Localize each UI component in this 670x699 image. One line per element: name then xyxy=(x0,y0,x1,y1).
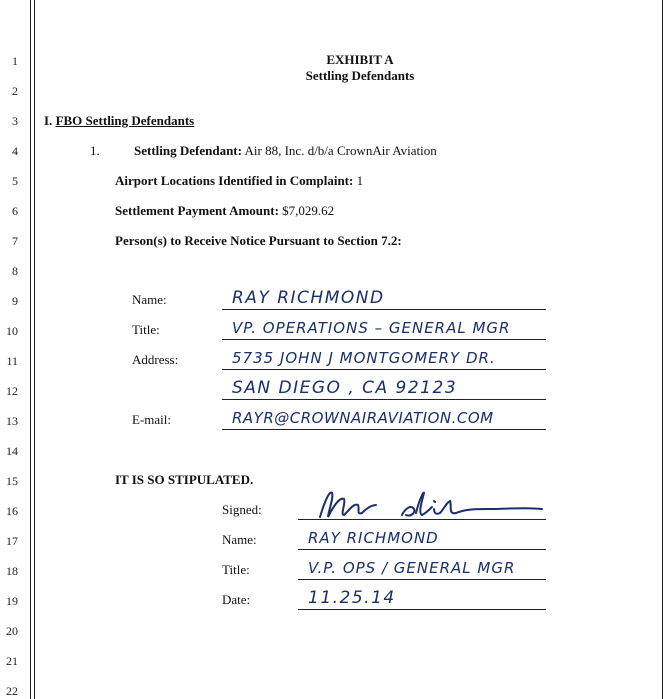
line-number: 9 xyxy=(12,294,18,308)
notice-recipient-heading: Person(s) to Receive Notice Pursuant to Section 7.2: xyxy=(115,233,402,248)
contact-name-label: Name: xyxy=(132,292,167,307)
settling-defendant-label: Settling Defendant: xyxy=(134,143,242,158)
stipulation-title-value: V.P. OPS / GENERAL MGR xyxy=(308,559,516,577)
stipulation-date-field xyxy=(298,585,546,610)
defendant-number: 1. xyxy=(90,143,100,158)
contact-title-field xyxy=(222,315,546,340)
stipulation-name-label: Name: xyxy=(222,532,257,547)
settlement-payment-line xyxy=(115,203,334,219)
stipulation-date-value: 11.25.14 xyxy=(308,588,396,608)
section-heading-number: I. xyxy=(44,113,53,128)
line-number: 3 xyxy=(12,114,18,128)
line-number: 18 xyxy=(6,564,18,578)
contact-email-label: E-mail: xyxy=(132,412,171,427)
exhibit-title: EXHIBIT A xyxy=(326,52,394,67)
settlement-payment-value: $7,029.62 xyxy=(282,203,335,218)
contact-name-field xyxy=(222,285,546,310)
contact-title-value: VP. OPERATIONS – GENERAL MGR xyxy=(232,319,511,337)
stipulation-title-field xyxy=(298,555,546,580)
line-number: 20 xyxy=(6,624,18,638)
airport-locations-label: Airport Locations Identified in Complaint: xyxy=(115,173,354,188)
line-number: 10 xyxy=(6,324,18,338)
line-number: 7 xyxy=(12,234,18,248)
contact-address-line2-value: SAN DIEGO , CA 92123 xyxy=(232,378,458,398)
stipulation-title-label: Title: xyxy=(222,562,250,577)
contact-address-line1-value: 5735 JOHN J MONTGOMERY DR. xyxy=(232,349,496,367)
line-number: 16 xyxy=(6,504,18,518)
stipulation-heading: IT IS SO STIPULATED. xyxy=(115,472,254,487)
contact-name-value: RAY RICHMOND xyxy=(232,288,385,308)
line-number: 15 xyxy=(6,474,18,488)
airport-locations-value: 1 xyxy=(356,173,364,188)
signature-field xyxy=(298,495,546,520)
stipulation-name-field xyxy=(298,525,546,550)
contact-title-label: Title: xyxy=(132,322,160,337)
line-number: 5 xyxy=(12,174,18,188)
left-margin-rule-outer xyxy=(30,0,31,699)
line-number: 21 xyxy=(6,654,18,668)
line-number: 14 xyxy=(6,444,18,458)
settlement-payment-label: Settlement Payment Amount: xyxy=(115,203,279,218)
line-number: 8 xyxy=(12,264,18,278)
airport-locations-line xyxy=(115,173,363,189)
contact-email-field xyxy=(222,405,546,430)
right-margin-rule xyxy=(662,0,663,699)
contact-email-value: RAYR@CROWNAIRAVIATION.COM xyxy=(232,409,494,427)
section-heading-text: FBO Settling Defendants xyxy=(55,113,195,128)
line-number: 1 xyxy=(12,54,18,68)
line-number: 11 xyxy=(6,354,18,368)
line-number: 6 xyxy=(12,204,18,218)
handwritten-signature-mark xyxy=(306,487,556,521)
line-number: 13 xyxy=(6,414,18,428)
contact-address-label: Address: xyxy=(132,352,179,367)
contact-address-line2-field xyxy=(222,375,546,400)
line-number: 17 xyxy=(6,534,18,548)
exhibit-subtitle: Settling Defendants xyxy=(305,68,415,83)
stipulation-date-label: Date: xyxy=(222,592,251,607)
line-number: 22 xyxy=(6,684,18,698)
line-number: 2 xyxy=(12,84,18,98)
section-heading xyxy=(44,113,194,129)
signed-label: Signed: xyxy=(222,502,262,517)
line-number: 19 xyxy=(6,594,18,608)
stipulation-name-value: RAY RICHMOND xyxy=(308,529,439,547)
settling-defendant-line xyxy=(134,143,437,159)
left-margin-rule-inner xyxy=(34,0,35,699)
contact-address-line1-field xyxy=(222,345,546,370)
line-number: 12 xyxy=(6,384,18,398)
settling-defendant-value: Air 88, Inc. d/b/a CrownAir Aviation xyxy=(244,143,437,158)
line-number: 4 xyxy=(12,144,18,158)
